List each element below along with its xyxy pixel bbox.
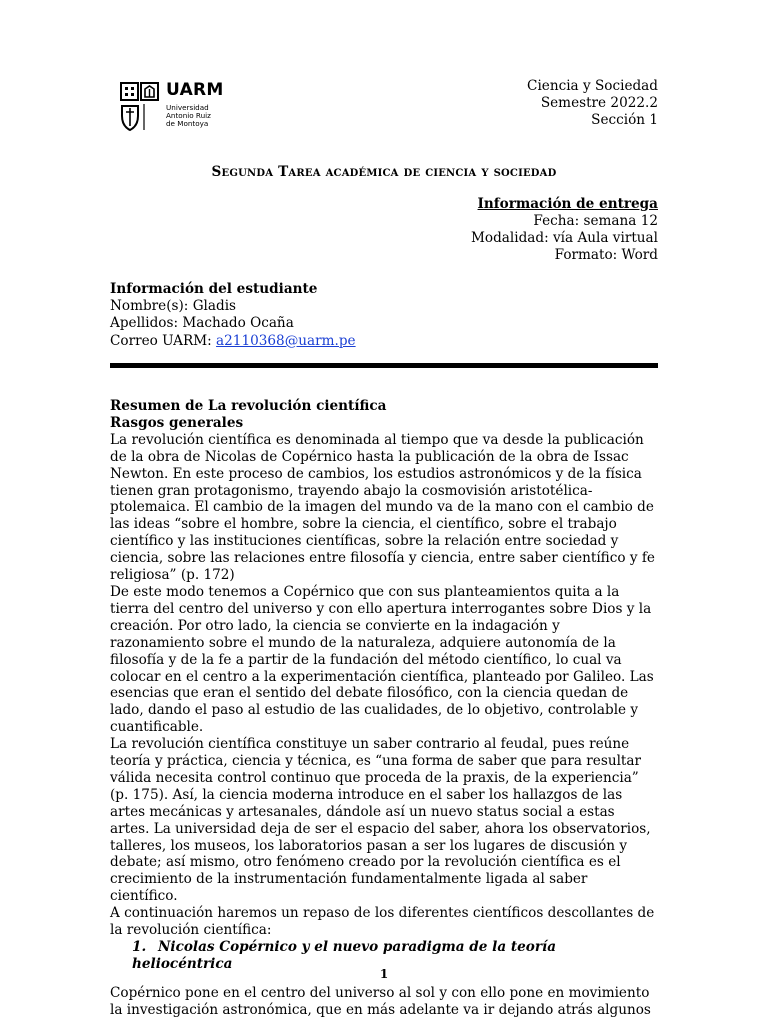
section-title: Rasgos generales xyxy=(110,414,244,431)
student-heading: Información del estudiante xyxy=(110,281,318,297)
student-surname: Apellidos: Machado Ocaña xyxy=(110,315,294,332)
delivery-heading: Información de entrega xyxy=(477,196,658,212)
logo-line: Antonio Ruiz xyxy=(166,111,211,121)
email-label: Correo UARM: xyxy=(110,332,217,349)
page-number: 1 xyxy=(379,967,389,981)
student-name: Nombre(s): Gladis xyxy=(110,298,237,315)
uarm-emblem-icon xyxy=(120,82,160,132)
section: Sección 1 xyxy=(591,112,658,128)
delivery-info xyxy=(471,196,658,264)
student-email-link[interactable]: a2110368@uarm.pe xyxy=(216,332,356,349)
paragraph: Copérnico pone en el centro del universo al sol y con ello pone en movimiento la investigación astronómica, que en más adelante va ir dejando atrás algunos xyxy=(110,984,651,1018)
logo-line: Universidad xyxy=(166,103,209,112)
semester: Semestre 2022.2 xyxy=(540,95,658,111)
student-info xyxy=(110,281,356,350)
logo-wordmark: UARM xyxy=(166,80,224,100)
delivery-mode: Modalidad: vía Aula virtual xyxy=(470,230,658,246)
logo-subtitle xyxy=(166,104,246,129)
summary-title: Resumen de La revolución científica xyxy=(110,398,387,414)
horizontal-divider xyxy=(110,363,658,368)
paragraph: A continuación haremos un repaso de los diferentes científicos descollantes de la revolución científica: xyxy=(110,905,655,939)
student-email-line xyxy=(110,333,356,350)
logo-line: de Montoya xyxy=(166,119,209,129)
paragraph: La revolución científica constituye un saber contrario al feudal, pues reúne teoría y práctica, ciencia y técnica, es “una forma de saber que para resultar válida necesita control continuo que proceda de la praxis, de la experiencia” (p. 175). Así, la ciencia moderna introduce en el saber los hallazgos de las artes mecánicas y artesanales, dándole así un nuevo status social a estas artes. La universidad deja de ser el espacio del saber, ahora los observatorios, talleres, los museos, los laboratorios pasan a ser los lugares de discusión y debate; así mismo, otro fenómeno creado por la revolución científica es el crecimiento de la instrumentación fundamentalmente ligada al saber científico. xyxy=(110,736,651,905)
list-number: 1. xyxy=(132,939,147,955)
paragraph: La revolución científica es denominada al tiempo que va desde la publicación de la obra de Nicolas de Copérnico hasta la publicación de la obra de Issac Newton. En este proceso de cambios, los estudios astronómicos y de la física tienen gran protagonismo, trayendo abajo la cosmovisión aristotélica-ptolemaica. El cambio de la imagen del mundo va de la mano con el cambio de las ideas “sobre el hombre, sobre la ciencia, el científico, sobre el trabajo científico y las instituciones científicas, sobre la relación entre sociedad y ciencia, sobre las relaciones entre filosofía y ciencia, entre saber científico y fe religiosa” (p. 172) xyxy=(110,431,655,584)
course-name: Ciencia y Sociedad xyxy=(527,78,658,94)
course-header xyxy=(527,78,658,129)
paragraph: De este modo tenemos a Copérnico que con sus planteamientos quita a la tierra del centro del universo y con ello apertura interrogantes sobre Dios y la creación. Por otro lado, la ciencia se convierte en la indagación y razonamiento sobre el mundo de la naturaleza, adquiere autonomía de la filosofía y de la fe a partir de la fundación del método científico, lo cual va colocar en el centro a la experimentación científica, planteado por Galileo. Las esencias que eran el sentido del debate filosófico, con la ciencia quedan de lado, dando el paso al estudio de las cualidades, de lo objetivo, controlable y cuantificable. xyxy=(110,583,654,736)
list-item-text: Nicolas Copérnico y el nuevo paradigma de la teoría heliocéntrica xyxy=(132,939,557,972)
document-body xyxy=(110,398,658,1019)
delivery-date: Fecha: semana 12 xyxy=(533,213,658,229)
university-logo xyxy=(120,82,230,134)
delivery-format: Formato: Word xyxy=(554,247,658,263)
document-title: Segunda Tarea académica de ciencia y sociedad xyxy=(211,164,557,180)
